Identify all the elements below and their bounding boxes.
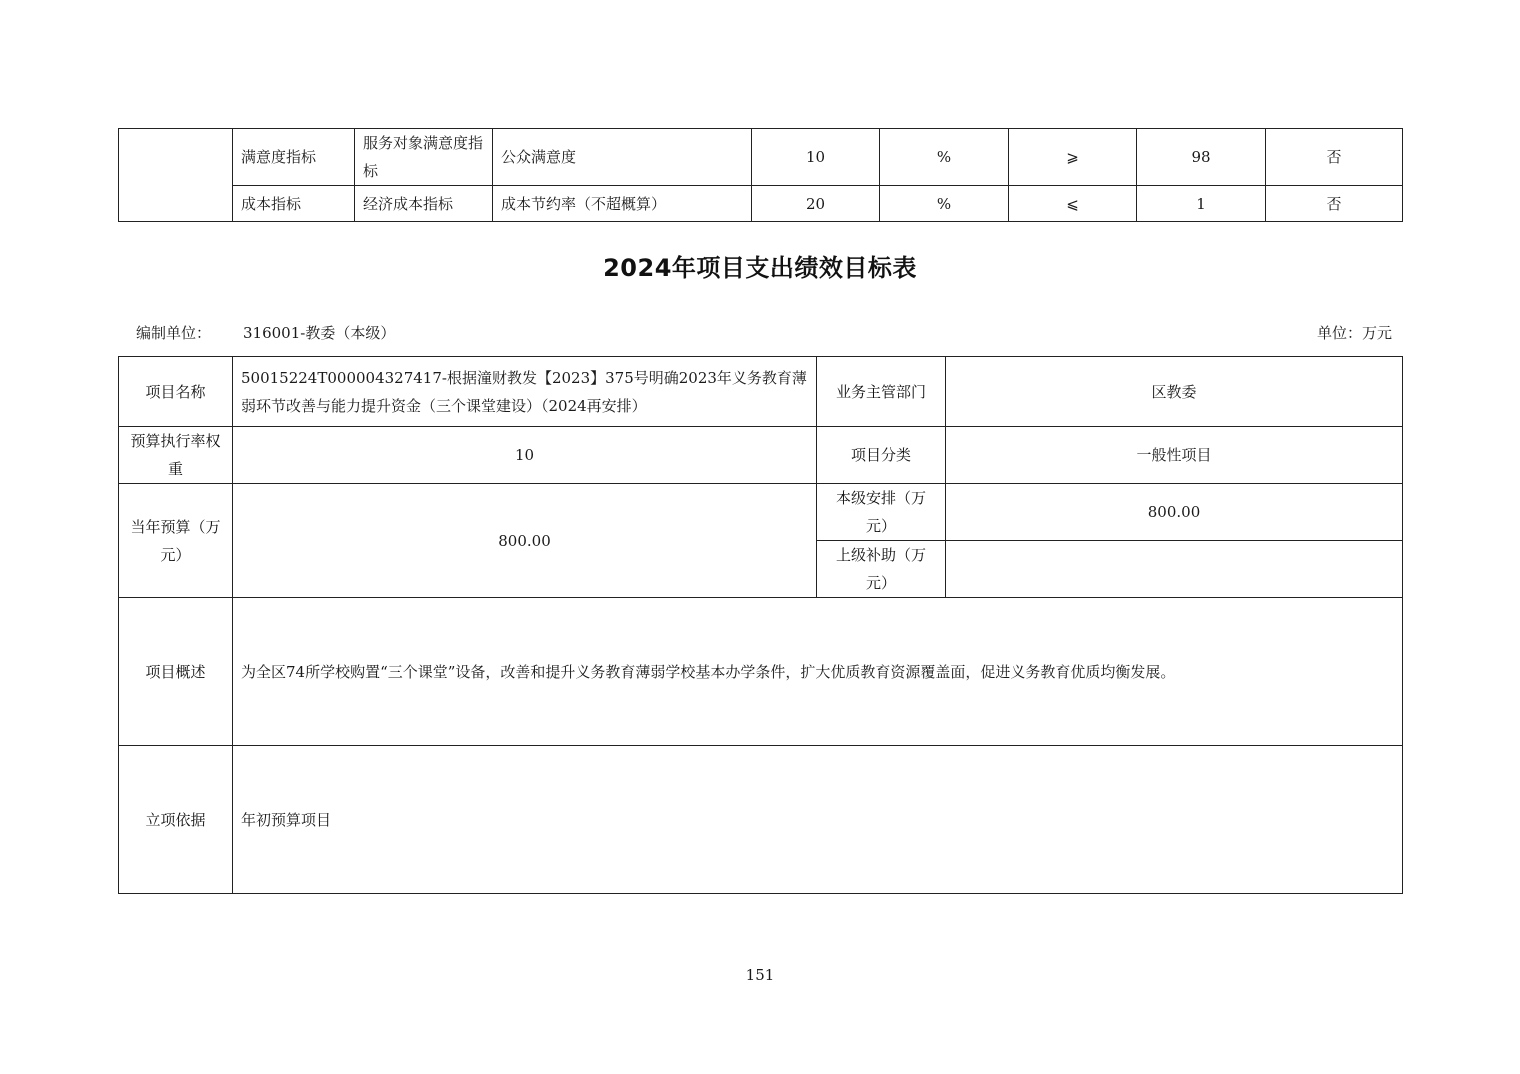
table-row [119, 186, 1403, 222]
unit-cell: % [880, 186, 1009, 222]
performance-indicator-table [118, 128, 1403, 222]
table-row [119, 746, 1403, 894]
subcategory-cell: 经济成本指标 [355, 186, 493, 222]
budget-rate-value: 10 [233, 427, 817, 484]
overview-label: 项目概述 [119, 598, 233, 746]
weight-cell: 20 [752, 186, 880, 222]
weight-cell: 10 [752, 129, 880, 186]
budget-rate-label: 预算执行率权重 [119, 427, 233, 484]
basis-label: 立项依据 [119, 746, 233, 894]
operator-cell: ⩾ [1009, 129, 1137, 186]
table-row [119, 129, 1403, 186]
annual-budget-label: 当年预算（万元） [119, 484, 233, 598]
operator-cell: ⩽ [1009, 186, 1137, 222]
indicator-cell: 公众满意度 [493, 129, 752, 186]
indicator-cell: 成本节约率（不超概算） [493, 186, 752, 222]
page-title: 2024年项目支出绩效目标表 [603, 254, 917, 282]
core-cell: 否 [1266, 186, 1403, 222]
dept-label: 业务主管部门 [817, 357, 946, 427]
annual-budget-value: 800.00 [233, 484, 817, 598]
compiler-value: 316001-教委（本级） [243, 324, 396, 342]
local-funding-label: 本级安排（万元） [817, 484, 946, 541]
indicator-level1-cell [119, 129, 233, 222]
table-row [119, 427, 1403, 484]
basis-value: 年初预算项目 [233, 746, 1403, 894]
table-row [119, 598, 1403, 746]
unit-cell: % [880, 129, 1009, 186]
table-row [119, 484, 1403, 541]
table-row [119, 357, 1403, 427]
subcategory-cell: 服务对象满意度指标 [355, 129, 493, 186]
project-info-table [118, 356, 1403, 894]
project-name-value: 50015224T000004327417-根据潼财教发【2023】375号明确2023年义务教育薄弱环节改善与能力提升资金（三个课堂建设）（2024再安排） [233, 357, 817, 427]
upper-funding-label: 上级补助（万元） [817, 541, 946, 598]
core-cell: 否 [1266, 129, 1403, 186]
category-value: 一般性项目 [946, 427, 1403, 484]
category-cell: 成本指标 [233, 186, 355, 222]
target-cell: 98 [1137, 129, 1266, 186]
category-label: 项目分类 [817, 427, 946, 484]
category-cell: 满意度指标 [233, 129, 355, 186]
page-number: 151 [745, 966, 775, 984]
local-funding-value: 800.00 [946, 484, 1403, 541]
compiler-label: 编制单位： [136, 324, 212, 342]
upper-funding-value [946, 541, 1403, 598]
dept-value: 区教委 [946, 357, 1403, 427]
overview-value: 为全区74所学校购置“三个课堂”设备，改善和提升义务教育薄弱学校基本办学条件，扩大优质教育资源覆盖面，促进义务教育优质均衡发展。 [233, 598, 1403, 746]
unit-label: 单位：万元 [1316, 324, 1392, 342]
target-cell: 1 [1137, 186, 1266, 222]
project-name-label: 项目名称 [119, 357, 233, 427]
